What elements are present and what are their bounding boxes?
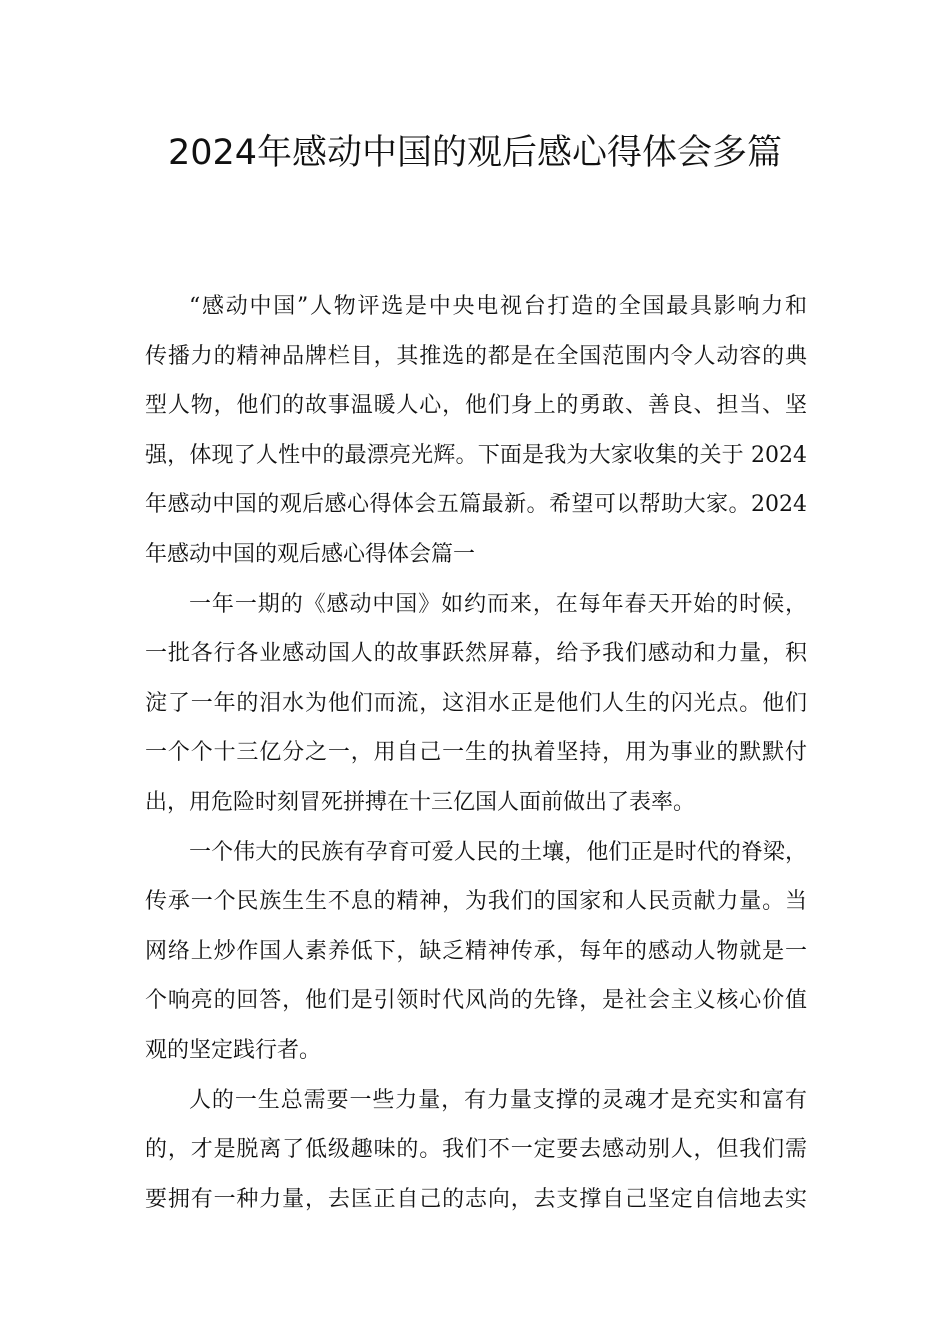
document-title: 2024年感动中国的观后感心得体会多篇 (167, 133, 783, 173)
paragraph-line: 淀了一年的泪水为他们而流，这泪水正是他们人生的闪光点。他们 (145, 690, 807, 716)
paragraph-line: 的，才是脱离了低级趣味的。我们不一定要去感动别人，但我们需 (145, 1137, 807, 1163)
paragraph-line: 一年一期的《感动中国》如约而来，在每年春天开始的时候， (189, 591, 807, 617)
paragraph-line: 要拥有一种力量，去匡正自己的志向，去支撑自己坚定自信地去实 (145, 1186, 807, 1212)
paragraph-line: 年感动中国的观后感心得体会篇一 (145, 541, 476, 567)
paragraph-2 (145, 580, 807, 828)
document-body (145, 282, 807, 1224)
paragraph-line: 型人物，他们的故事温暖人心，他们身上的勇敢、善良、担当、坚 (145, 393, 807, 419)
paragraph-line: 出，用危险时刻冒死拼搏在十三亿国人面前做出了表率。 (145, 789, 696, 815)
paragraph-1 (145, 282, 807, 580)
paragraph-3 (145, 828, 807, 1076)
paragraph-line: 个响亮的回答，他们是引领时代风尚的先锋，是社会主义核心价值 (145, 988, 807, 1014)
paragraph-line: 强，体现了人性中的最漂亮光辉。下面是我为大家收集的关于 2024 (145, 442, 807, 468)
paragraph-line: 人的一生总需要一些力量，有力量支撑的灵魂才是充实和富有 (189, 1087, 807, 1113)
paragraph-line: 一批各行各业感动国人的故事跃然屏幕，给予我们感动和力量，积 (145, 641, 807, 667)
paragraph-line: “感动中国”人物评选是中央电视台打造的全国最具影响力和 (189, 294, 807, 319)
paragraph-line: 观的坚定践行者。 (145, 1037, 322, 1063)
paragraph-line: 一个个十三亿分之一，用自己一生的执着坚持，用为事业的默默付 (145, 740, 807, 766)
paragraph-line: 年感动中国的观后感心得体会五篇最新。希望可以帮助大家。2024 (145, 492, 807, 518)
paragraph-4 (145, 1076, 807, 1225)
paragraph-line: 一个伟大的民族有孕育可爱人民的土壤，他们正是时代的脊梁， (189, 839, 807, 865)
paragraph-line: 网络上炒作国人素养低下，缺乏精神传承，每年的感动人物就是一 (145, 938, 807, 964)
paragraph-line: 传承一个民族生生不息的精神，为我们的国家和人民贡献力量。当 (145, 889, 807, 915)
paragraph-line: 传播力的精神品牌栏目，其推选的都是在全国范围内令人动容的典 (145, 343, 807, 369)
